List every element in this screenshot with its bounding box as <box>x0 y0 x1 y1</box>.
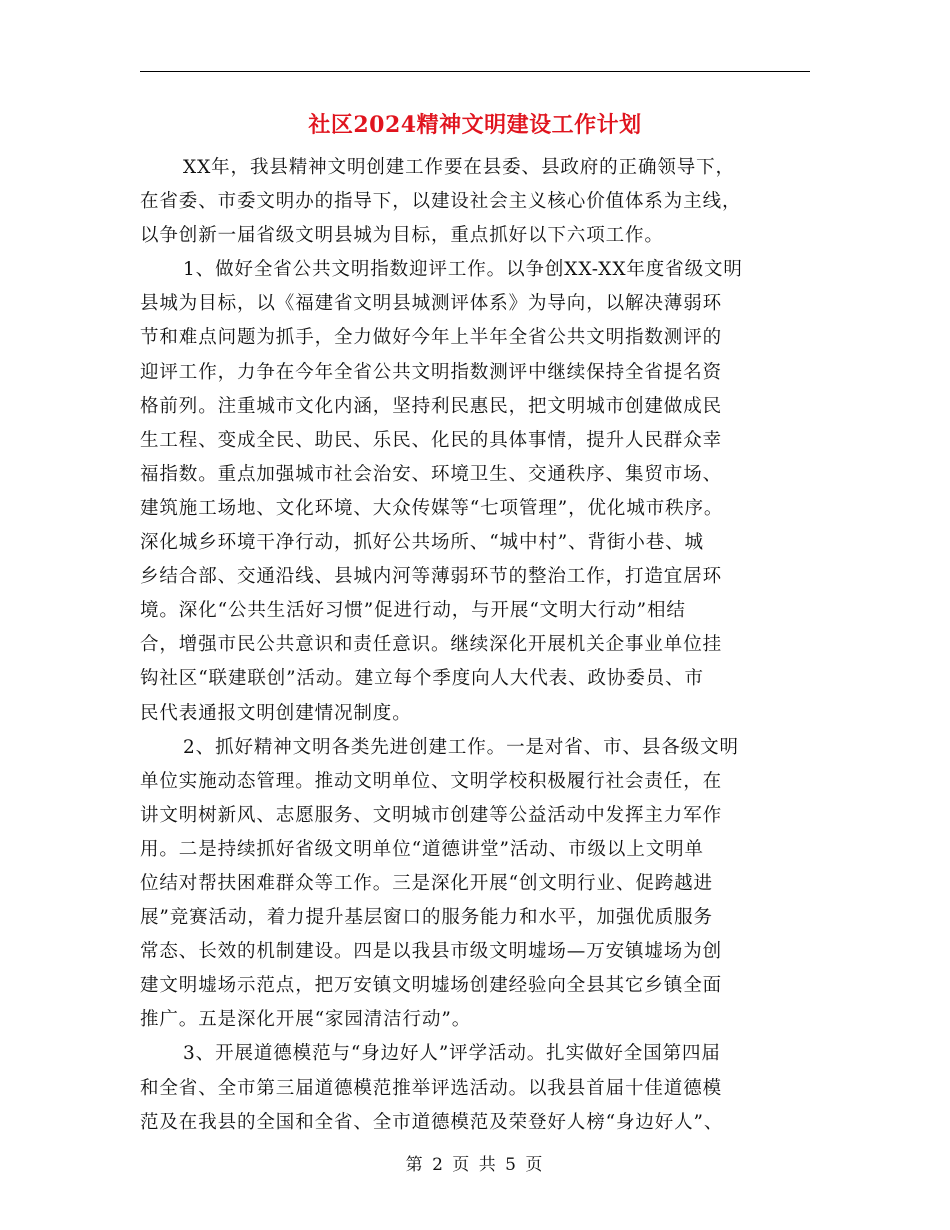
document-title: 社区2024精神文明建设工作计划 <box>308 112 642 138</box>
text-line: 合，增强市民公共意识和责任意识。继续深化开展机关企事业单位挂 <box>140 634 723 656</box>
text-line: 推广。五是深化开展“家园清洁行动”。 <box>140 1009 472 1031</box>
text-line: 常态、长效的机制建设。四是以我县市级文明墟场—万安镇墟场为创 <box>140 941 723 963</box>
page-number-footer: 第 2 页 共 5 页 <box>405 1155 545 1175</box>
text-line: XX年，我县精神文明创建工作要在县委、县政府的正确领导下， <box>183 157 735 178</box>
text-line: 生工程、变成全民、助民、乐民、化民的具体事情，提升人民群众幸 <box>140 429 723 451</box>
text-line: 乡结合部、交通沿线、县城内河等薄弱环节的整治工作，打造宜居环 <box>140 566 723 588</box>
text-line: 3、开展道德模范与“身边好人”评学活动。扎实做好全国第四届 <box>183 1043 721 1065</box>
text-line: 民代表通报文明创建情况制度。 <box>140 702 412 724</box>
text-line: 福指数。重点加强城市社会治安、环境卫生、交通秩序、集贸市场、 <box>140 463 723 485</box>
text-line: 展”竞赛活动，着力提升基层窗口的服务能力和水平，加强优质服务 <box>140 907 713 929</box>
text-line: 1、做好全省公共文明指数迎评工作。以争创XX-XX年度省级文明 <box>183 259 743 281</box>
text-line: 位结对帮扶困难群众等工作。三是深化开展“创文明行业、促跨越进 <box>140 872 713 894</box>
text-line: 迎评工作，力争在今年全省公共文明指数测评中继续保持全省提名资 <box>140 361 723 383</box>
text-line: 讲文明树新风、志愿服务、文明城市创建等公益活动中发挥主力军作 <box>140 804 723 826</box>
text-line: 县城为目标，以《福建省文明县城测评体系》为导向，以解决薄弱环 <box>140 293 723 315</box>
text-line: 在省委、市委文明办的指导下，以建设社会主义核心价值体系为主线， <box>140 191 742 213</box>
text-line: 建文明墟场示范点，把万安镇文明墟场创建经验向全县其它乡镇全面 <box>140 975 723 997</box>
document-body <box>140 151 810 1140</box>
text-line: 境。深化“公共生活好习惯”促进行动，与开展“文明大行动”相结 <box>140 600 686 622</box>
text-line: 节和难点问题为抓手，全力做好今年上半年全省公共文明指数测评的 <box>140 327 723 349</box>
text-line: 建筑施工场地、文化环境、大众传媒等“七项管理”，优化城市秩序。 <box>140 497 724 519</box>
text-line: 和全省、全市第三届道德模范推举评选活动。以我县首届十佳道德模 <box>140 1077 723 1099</box>
text-line: 以争创新一届省级文明县城为目标，重点抓好以下六项工作。 <box>140 225 664 247</box>
text-line: 用。二是持续抓好省级文明单位“道德讲堂”活动、市级以上文明单 <box>140 838 704 860</box>
header-rule <box>140 71 810 72</box>
text-line: 范及在我县的全国和全省、全市道德模范及荣登好人榜“身边好人”、 <box>140 1111 724 1133</box>
text-line: 2、抓好精神文明各类先进创建工作。一是对省、市、县各级文明 <box>183 736 739 758</box>
text-line: 单位实施动态管理。推动文明单位、文明学校积极履行社会责任，在 <box>140 770 723 792</box>
text-line: 深化城乡环境干净行动，抓好公共场所、“城中村”、背街小巷、城 <box>140 532 704 554</box>
text-line: 钩社区“联建联创”活动。建立每个季度向人大代表、政协委员、市 <box>140 668 704 690</box>
text-line: 格前列。注重城市文化内涵，坚持利民惠民，把文明城市创建做成民 <box>140 395 723 417</box>
